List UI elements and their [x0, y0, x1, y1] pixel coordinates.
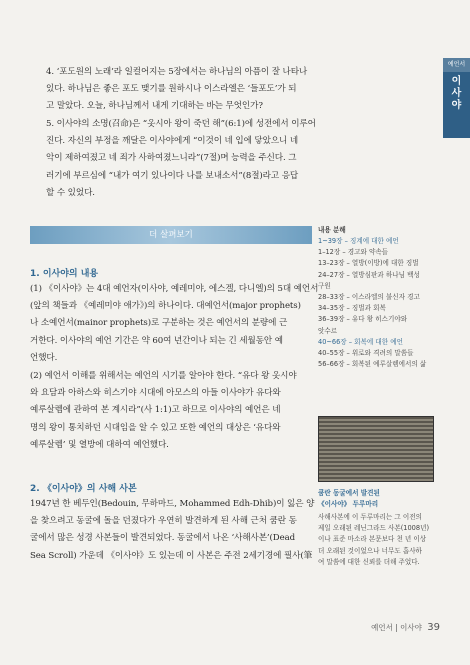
side-tab-char: 사 [451, 88, 462, 99]
item-4 [46, 64, 307, 116]
text-line: 거한다. 이사야의 예언 기간은 약 60여 년간이나 되는 긴 세월동안 예 [30, 335, 283, 346]
text-line: 와 요담과 아하스와 히스기야 시대에 아모스의 아들 이사야가 유다와 [30, 388, 281, 399]
text-line: (1) 《이사야》는 4대 예언자(이사야, 예레미야, 에스겔, 다니엘)의 5대 예언서 [30, 284, 319, 294]
text-line: (앞의 책들과 《예레미야 애가》)의 하나이다. 대예언서(major prophets) [30, 301, 301, 312]
caption-title-line: 쿰란 동굴에서 발견된 [318, 489, 380, 497]
side-tab-book [443, 76, 470, 112]
text-line: (2) 예언서 이해를 위해서는 예언의 시기를 알아야 한다. “유다 왕 옷시야 [30, 371, 297, 381]
caption-title [318, 488, 380, 510]
section1-heading: 1. 이사야의 내용 [30, 269, 99, 279]
more-banner [30, 226, 312, 244]
text-line: 러기에 부르심에 “내가 여기 있나이다 나를 보내소서”(8절)라고 응답 [46, 170, 299, 181]
caption-line: 이나 표준 마소라 본문보다 천 년 이상 [318, 535, 427, 544]
text-line: 예루살렘에 관하여 본 계시라”(사 1:1)고 하므로 이사야의 예언은 네 [30, 405, 281, 416]
text-line: 고 말았다. 오늘, 하나님께서 내게 기대하는 바는 무엇인가? [46, 101, 263, 112]
text-line: 명의 왕이 통치하던 시대임을 알 수 있고 또한 예언의 대상은 ‘유다와 [30, 422, 281, 433]
side-tab-char: 이 [451, 76, 462, 87]
caption-text [318, 512, 429, 568]
banner-title: 더 살펴보기 [149, 230, 193, 240]
text-line: 굴에서 많은 성경 사본들이 발견되었다. 동굴에서 나온 ‘사해사본’(Dead [30, 533, 296, 544]
outline-item: 36–39장 – 유다 왕 히스기야와 [318, 315, 408, 324]
caption-title-line: 《이사야》 두루마리 [318, 500, 379, 509]
outline-item: 1–12장 – 경고와 약속들 [318, 248, 389, 257]
text-line: 악이 제하여졌고 네 죄가 사하여졌느니라”(7절)며 능력을 주신다. 그 [46, 153, 297, 164]
outline-item: 56–66장 – 회복된 예루살렘에서의 삶 [318, 360, 427, 369]
outline-item: 28–33장 – 이스라엘의 불신자 경고 [318, 293, 420, 301]
text-line: 할 수 있었다. [46, 187, 95, 198]
side-tab-char: 야 [451, 100, 462, 111]
text-line: 나 소예언서(mainor prophets)로 구분하는 것은 예언서의 분량에 근 [30, 318, 288, 329]
caption-line: 더 오래된 것이었으나 너무도 흡사하 [318, 546, 422, 555]
text-line: 4. ‘포도원의 노래’라 일컬어지는 5장에서는 하나님의 아픔이 잘 나타나 [46, 67, 308, 77]
side-tab-category: 예언서 [443, 58, 470, 72]
text-line: 예루살렘’ 및 열방에 대하여 예언했다. [30, 439, 169, 450]
outline-item: 24–27장 – 열방심판과 하나님 백성 [318, 270, 420, 279]
outline-item: 13–23장 – 열방(이방)에 대한 징벌 [318, 259, 419, 268]
footer-title: 이사야 [400, 623, 422, 632]
section2-heading: 2. 《이사야》의 사해 사본 [30, 484, 137, 494]
page-footer: 예언서 | 이사야 39 [371, 622, 440, 633]
section1-p2 [30, 368, 297, 454]
caption-line: 제일 오래된 레닌그라드 사본(1008년) [318, 524, 430, 533]
side-tab [443, 58, 470, 138]
scroll-photo [318, 416, 434, 482]
text-line: 1947년 한 베두인(Bedouin, 무하마드, Mohammed Edh-Dhib)이 잃은 양 [30, 499, 315, 509]
page-number: 39 [427, 622, 440, 633]
outline-item: 34–35장 – 징벌과 회복 [318, 304, 386, 313]
caption-line: 여 말씀에 대한 신뢰를 더해 주었다. [318, 557, 420, 566]
footer-book: 예언서 [371, 623, 393, 632]
sidebar-title: 내용 분해 [318, 226, 346, 234]
section2-text [30, 496, 314, 565]
caption-line: 사해사본에 이 두루마리는 그 이전의 [318, 513, 422, 521]
outline-item: 앗수르 [318, 326, 338, 335]
text-line: 5. 이사야의 소명(召命)은 “옷시아 왕이 죽던 해”(6:1)에 성전에서 이루어 [46, 119, 316, 129]
text-line: 언했다. [30, 352, 58, 363]
section1-p1 [30, 281, 318, 367]
text-line: 진다. 자신의 부정을 깨달은 이사야에게 “이것이 네 입에 닿았으니 네 [46, 136, 299, 147]
item-5 [46, 116, 316, 202]
outline-item: 1~39장 – 징계에 대한 예언 [318, 237, 399, 245]
text-line: Sea Scroll) 가운데 《이사야》도 있는데 이 사본은 주전 2세기경에 필사(筆 [30, 550, 313, 561]
outline-item: 구원 [318, 281, 331, 290]
text-line: 있다. 하나님은 좋은 포도 맺기를 원하시나 이스라엘은 ‘들포도’가 되 [46, 84, 297, 95]
outline-item: 40–55장 – 위로와 격려의 말씀들 [318, 349, 414, 357]
outline-item: 40~66장 – 회복에 대한 예언 [318, 337, 403, 346]
text-line: 을 찾으려고 동굴에 돌을 던졌다가 우연히 발견하게 된 사해 근처 쿰란 동 [30, 516, 297, 527]
